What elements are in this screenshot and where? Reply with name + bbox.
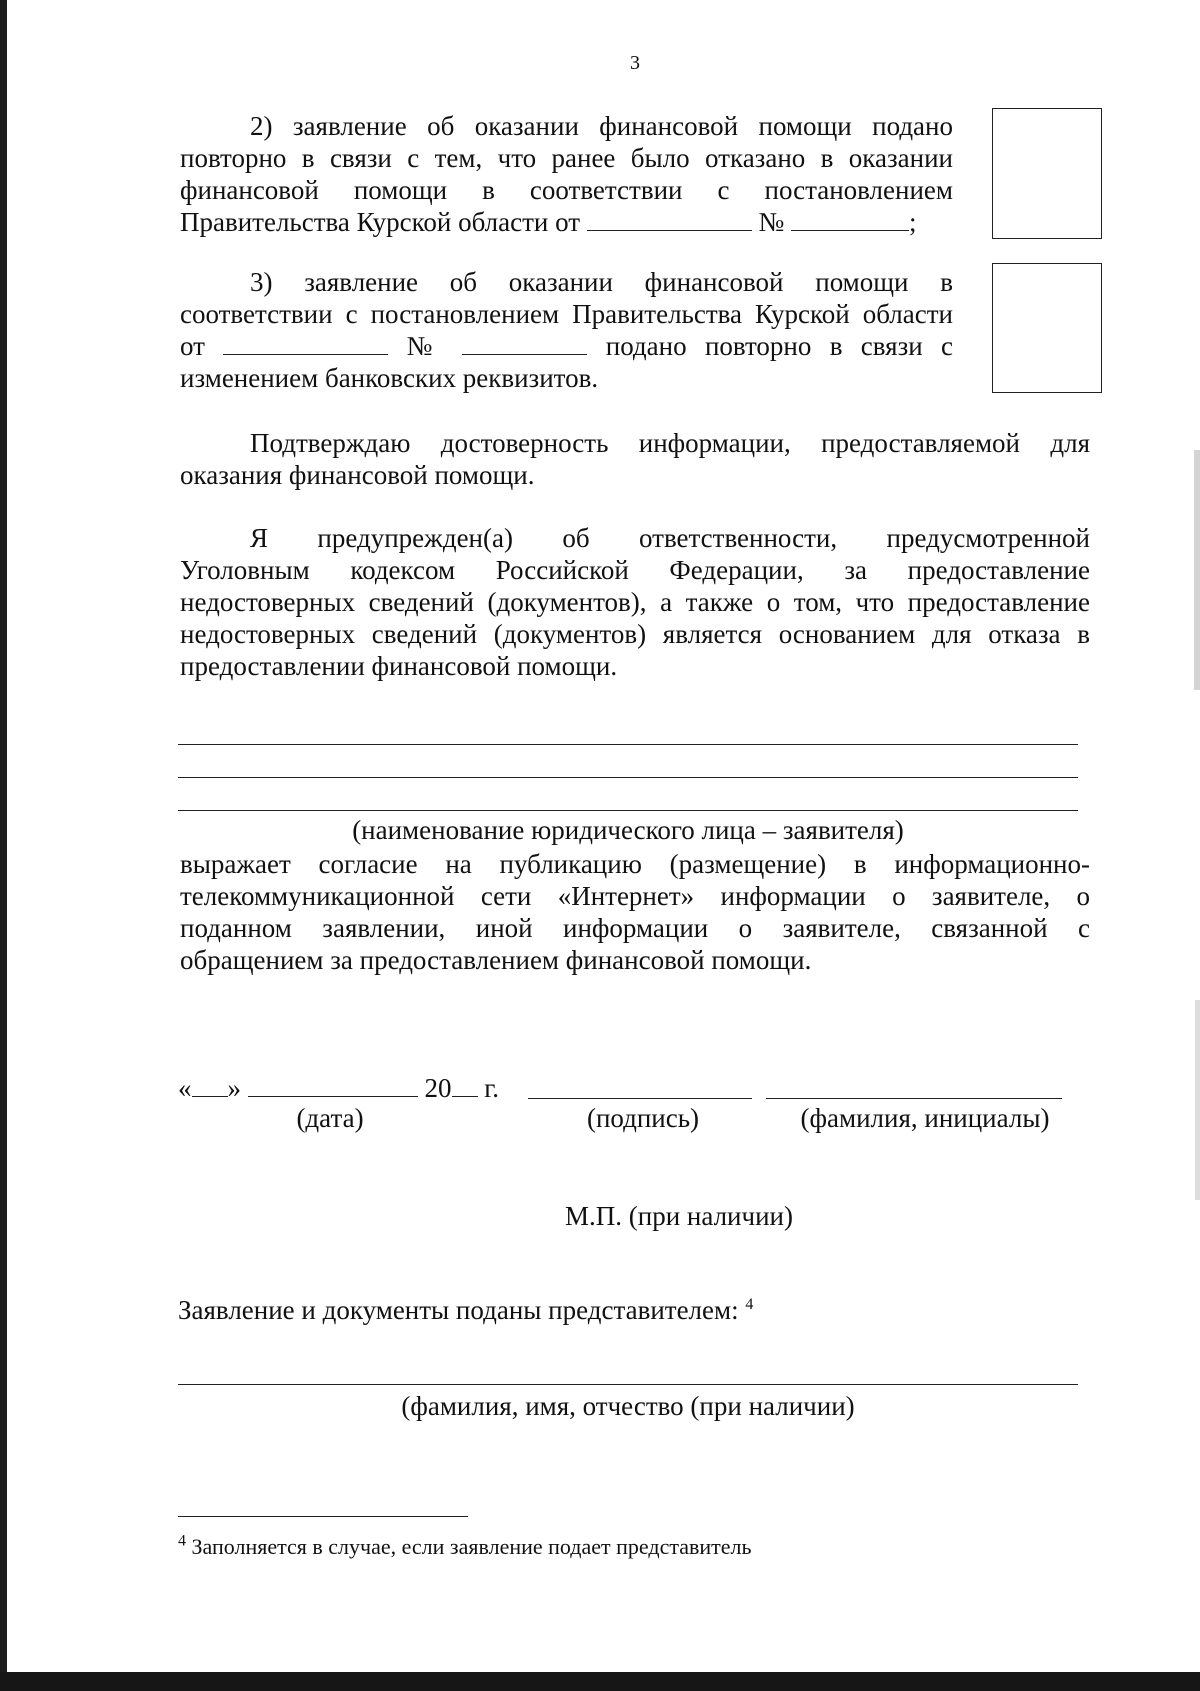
item-2-date-blank[interactable] xyxy=(587,208,752,231)
warning-paragraph xyxy=(180,522,1090,682)
representative-text: Заявление и документы поданы представителем: xyxy=(178,1295,739,1325)
scan-edge-right-lower xyxy=(1195,1000,1200,1200)
quote-open: « xyxy=(178,1073,192,1103)
scan-edge-bottom xyxy=(0,1672,1200,1691)
item-2-no-sign: № xyxy=(758,207,785,237)
legal-entity-line-2[interactable] xyxy=(178,777,1078,778)
item-2-line-2: повторно в связи с тем, что ранее было отказано в оказании xyxy=(180,143,953,173)
signature-caption: (подпись) xyxy=(586,1103,700,1133)
item-3-tail: подано повторно в связи с xyxy=(605,331,954,361)
representative-name-line[interactable] xyxy=(178,1384,1078,1385)
confirm-line-1: Подтверждаю достоверность информации, предоставляемой для xyxy=(250,428,1090,458)
item-3-line-4: изменением банковских реквизитов. xyxy=(180,363,599,393)
year-prefix: 20 xyxy=(424,1073,452,1103)
item-3-from-word: от xyxy=(180,331,205,361)
item-2-end-mark: ; xyxy=(909,207,917,237)
item-2-line-1: 2) заявление об оказании финансовой помощи подано xyxy=(250,111,953,141)
consent-line-3: поданном заявлении, иной информации о заявителе, связанной с xyxy=(180,913,1090,943)
month-blank[interactable] xyxy=(248,1074,418,1097)
page-number: 3 xyxy=(630,52,640,74)
day-blank[interactable] xyxy=(192,1074,228,1097)
consent-line-4: обращением за предоставлением финансовой помощи. xyxy=(180,945,812,975)
quote-close: » xyxy=(227,1073,241,1103)
item-3-no-sign: № xyxy=(406,331,445,361)
item-2-number-blank[interactable] xyxy=(791,208,909,231)
warning-line-1: Я предупрежден(а) об ответственности, предусмотренной xyxy=(250,523,1090,553)
signature-line[interactable] xyxy=(528,1098,752,1099)
date-caption: (дата) xyxy=(296,1103,364,1133)
warning-line-2: Уголовным кодексом Российской Федерации, за предоставление xyxy=(180,555,1090,585)
consent-line-2: телекоммуникационной сети «Интернет» информации о заявителе, о xyxy=(180,881,1090,911)
name-initials-caption: (фамилия, инициалы) xyxy=(800,1103,1050,1133)
warning-line-3: недостоверных сведений (документов), а также о том, что предоставление xyxy=(180,587,1090,617)
footnote xyxy=(178,1534,752,1560)
consent-paragraph xyxy=(180,848,1090,976)
footnote-number: 4 xyxy=(178,1532,186,1550)
item-2-line-4 xyxy=(180,206,953,238)
name-initials-line[interactable] xyxy=(766,1098,1062,1099)
footnote-text: Заполняется в случае, если заявление подает представитель xyxy=(191,1534,752,1559)
scan-edge-left xyxy=(0,0,7,1691)
legal-entity-line-1[interactable] xyxy=(178,744,1078,745)
date-row xyxy=(178,1072,499,1104)
footnote-ref[interactable]: 4 xyxy=(745,1296,754,1313)
consent-line-1: выражает согласие на публикацию (размещение) в информационно- xyxy=(180,849,1090,879)
item-3-checkbox[interactable] xyxy=(992,263,1102,393)
item-2-line-3: финансовой помощи в соответствии с постановлением xyxy=(180,175,953,205)
representative-statement xyxy=(178,1294,753,1326)
item-3-line-3 xyxy=(180,330,953,362)
item-2-paragraph xyxy=(180,110,953,238)
item-3-date-blank[interactable] xyxy=(223,332,388,355)
footnote-rule xyxy=(178,1516,468,1517)
item-2-checkbox[interactable] xyxy=(992,108,1102,239)
item-3-paragraph xyxy=(180,266,953,394)
warning-line-5: предоставлении финансовой помощи. xyxy=(180,651,618,681)
stamp-text: М.П. (при наличии) xyxy=(565,1201,793,1231)
legal-entity-caption: (наименование юридического лица – заявителя) xyxy=(352,815,904,845)
scan-edge-right xyxy=(1194,450,1200,690)
item-3-line-1: 3) заявление об оказании финансовой помощи в xyxy=(250,267,953,297)
legal-entity-line-3[interactable] xyxy=(178,810,1078,811)
year-suffix: г. xyxy=(484,1073,500,1103)
representative-caption: (фамилия, имя, отчество (при наличии) xyxy=(401,1391,855,1421)
confirm-paragraph xyxy=(180,427,1090,491)
warning-line-4: недостоверных сведений (документов) является основанием для отказа в xyxy=(180,619,1090,649)
year-blank[interactable] xyxy=(452,1074,478,1097)
item-3-line-2: соответствии с постановлением Правительства Курской области xyxy=(180,299,953,329)
item-2-from-text: Правительства Курской области от xyxy=(180,207,581,237)
item-3-number-blank[interactable] xyxy=(462,332,587,355)
confirm-line-2: оказания финансовой помощи. xyxy=(180,460,535,490)
